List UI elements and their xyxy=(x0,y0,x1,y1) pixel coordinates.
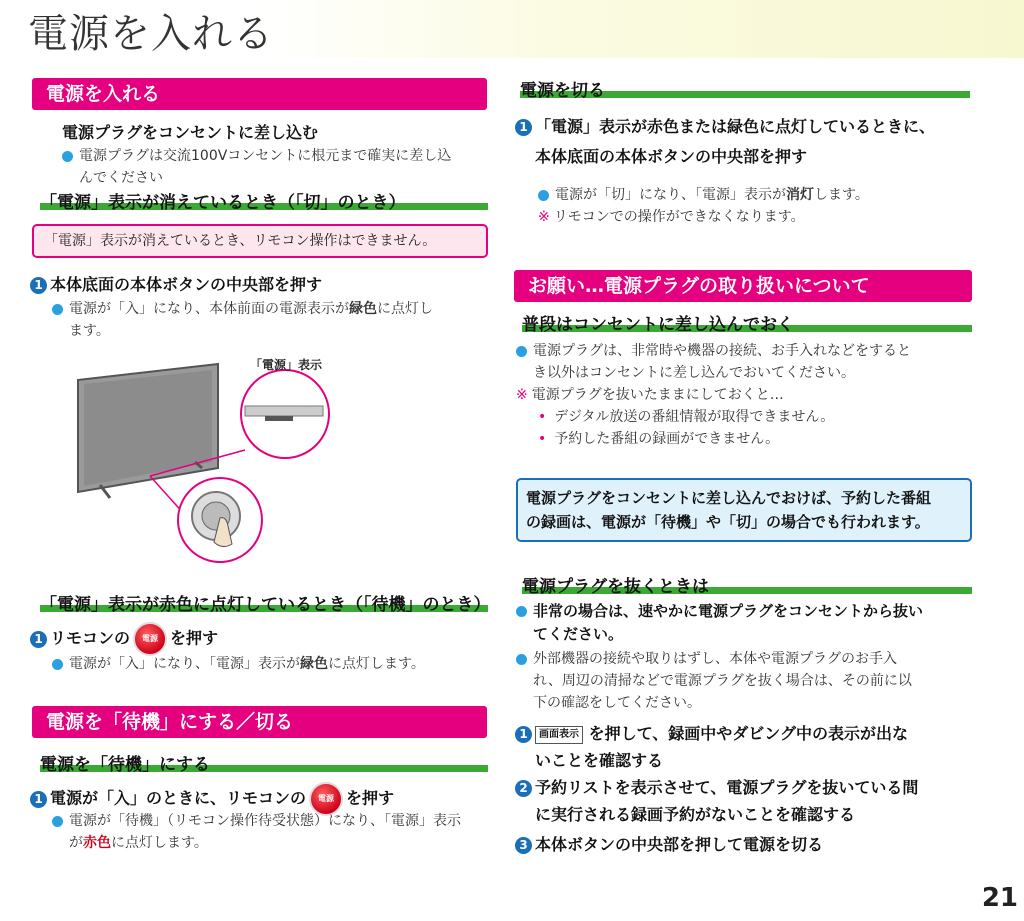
heading-standby-state: 「電源」表示が赤色に点灯しているとき（「待機」のとき） xyxy=(40,595,491,615)
step-set-standby: 1 電源が「入」のときに、リモコンの 電源 を押す xyxy=(30,782,394,816)
step-number-icon: 3 xyxy=(515,837,532,854)
bullet-icon xyxy=(516,606,527,617)
warning-remote-disabled: 「電源」表示が消えているとき、リモコン操作はできません。 xyxy=(32,224,488,258)
step-number-icon: 1 xyxy=(30,277,47,294)
bullet-icon xyxy=(52,659,63,670)
step-number-icon: 1 xyxy=(515,119,532,136)
bullet-emergency: 非常の場合は、速やかに電源プラグをコンセントから抜い てください。 xyxy=(516,600,978,646)
bullet-maintenance: 外部機器の接続や取りはずし、本体や電源プラグのお手入 れ、周辺の清掃などで電源プラグを抜く場合は、その前に以 下の確認をしてください。 xyxy=(516,648,978,714)
step-power-off: 1 「電源」表示が赤色または緑色に点灯しているときに、 本体底面の本体ボタンの中央部を押す xyxy=(515,112,935,172)
step-number-icon: 2 xyxy=(515,780,532,797)
bullet-icon xyxy=(62,151,73,162)
note-off-state: 電源が「入」になり、本体前面の電源表示が緑色に点灯し ます。 xyxy=(52,298,492,342)
note-keep-plugged: 電源プラグは、非常時や機器の接続、お手入れなどをすると き以外はコンセントに差し込んでおいてください。 ※ 電源プラグを抜いたままにしておくと… • デジタル放送の番組情報が取得できません。 • 予約した番組の録画ができません。 xyxy=(516,343,911,447)
heading-set-standby: 電源を「待機」にする xyxy=(40,750,488,774)
step-standby-state: 1 リモコンの 電源 を押す xyxy=(30,622,218,656)
heading-keep-plugged: 普段はコンセントに差し込んでおく xyxy=(522,310,972,334)
bullet-icon xyxy=(52,816,63,827)
section-heading-power-on: 電源を入れる xyxy=(32,78,487,110)
bullet-icon xyxy=(538,190,549,201)
section-heading-standby-off: 電源を「待機」にする／切る xyxy=(32,706,487,738)
bullet-icon xyxy=(516,654,527,665)
bullet-icon xyxy=(516,346,527,357)
step-number-icon: 1 xyxy=(30,791,47,808)
page-number: 21 xyxy=(981,883,1018,913)
heading-power-off: 電源を切る xyxy=(520,76,970,100)
heading-unplug: 電源プラグを抜くときは xyxy=(522,572,972,596)
section-heading-plug-request: お願い…電源プラグの取り扱いについて xyxy=(514,270,972,302)
step-number-icon: 1 xyxy=(30,631,47,648)
heading-off-state: 「電源」表示が消えているとき（「切」のとき） xyxy=(40,188,488,212)
label-power-indicator: 「電源」表示 xyxy=(250,358,323,372)
step-turn-off: 3 本体ボタンの中央部を押して電源を切る xyxy=(515,832,823,855)
step-plug-in: 電源プラグをコンセントに差し込む xyxy=(62,123,319,142)
note-plug-in: 電源プラグは交流100Vコンセントに根元まで確実に差し込 んでください xyxy=(62,145,492,189)
display-key-icon: 画面表示 xyxy=(535,726,583,744)
note-power-off: 電源が「切」になり、「電源」表示が消灯します。 ※ リモコンでの操作ができなくなります。 xyxy=(538,187,869,225)
bullet-icon xyxy=(52,304,63,315)
tv-illustration xyxy=(70,350,330,565)
step-check-display: 1 画面表示 を押して、録画中やダビング中の表示が出な いことを確認する xyxy=(515,720,908,774)
step-off-state: 1 本体底面の本体ボタンの中央部を押す xyxy=(30,272,322,295)
note-standby-state: 電源が「入」になり、「電源」表示が緑色に点灯します。 xyxy=(52,653,425,675)
remote-power-button-icon: 電源 xyxy=(133,622,167,656)
step-check-reservations: 2 予約リストを表示させて、電源プラグを抜いている間 に実行される録画予約がないことを確認する xyxy=(515,774,918,828)
info-box-recording: 電源プラグをコンセントに差し込んでおけば、予約した番組 の録画は、電源が「待機」や「切」の場合でも行われます。 xyxy=(516,478,972,542)
note-set-standby: 電源が「待機」（リモコン操作待受状態）になり、「電源」表示 が赤色に点灯します。 xyxy=(52,810,492,854)
page-title: 電源を入れる xyxy=(28,11,274,57)
step-number-icon: 1 xyxy=(515,726,532,743)
remote-power-button-icon: 電源 xyxy=(309,782,343,816)
